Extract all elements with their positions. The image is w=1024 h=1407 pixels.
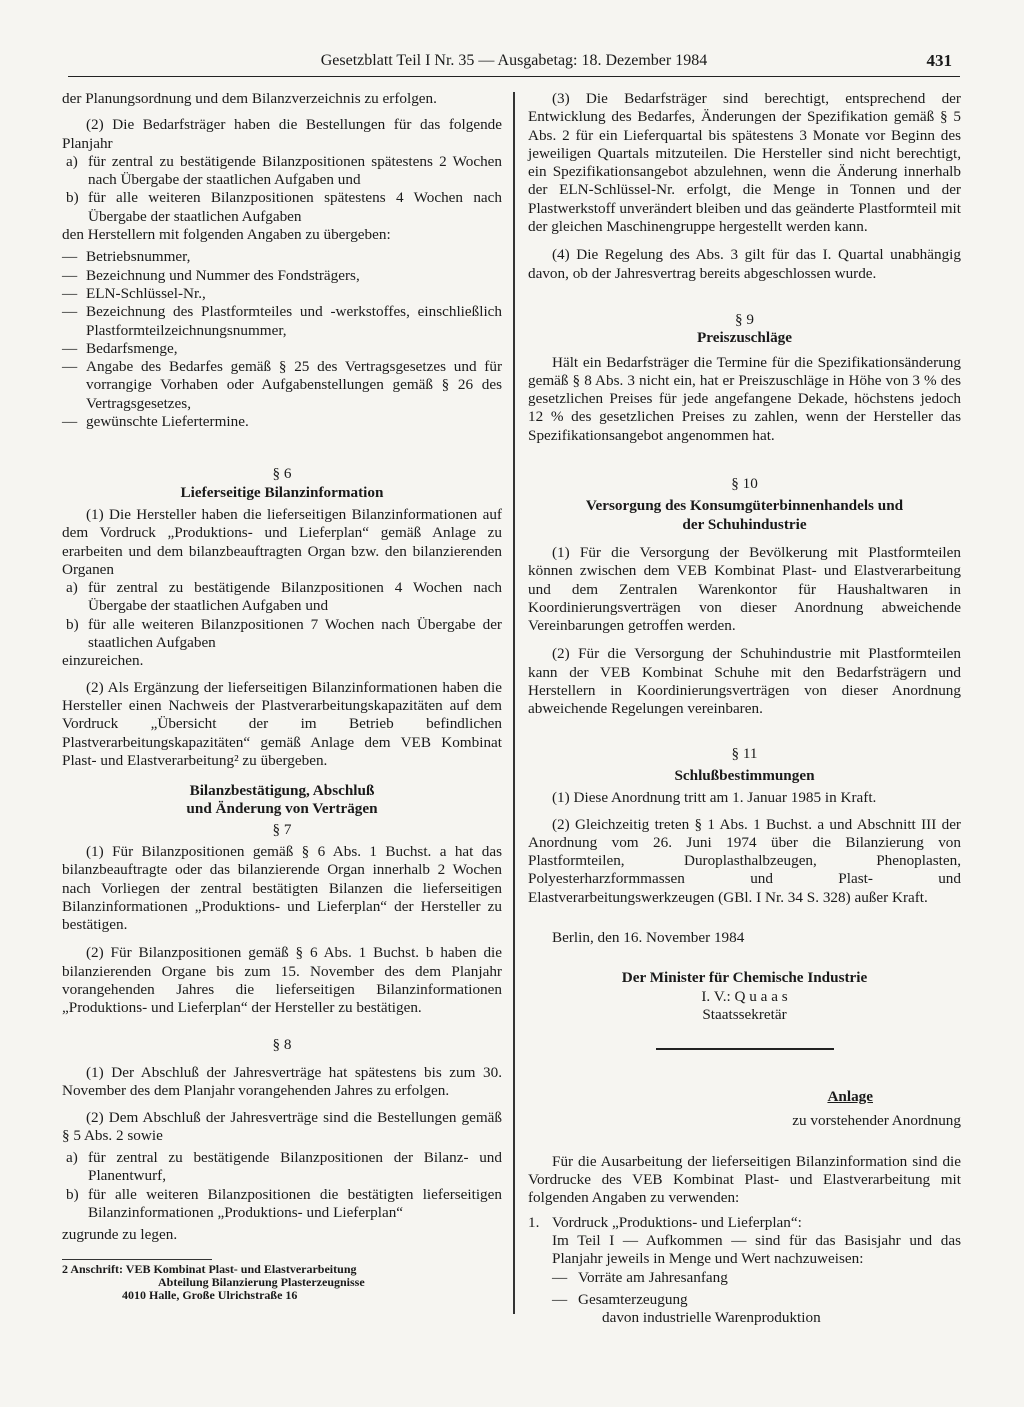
item-text: ELN-Schlüssel-Nr., xyxy=(86,284,206,302)
heading: Bilanzbestätigung, Abschluß xyxy=(189,782,375,800)
section-number: § 9 xyxy=(735,310,754,328)
section-title: der Schuhindustrie xyxy=(682,515,807,533)
dash-marker: — xyxy=(62,248,78,266)
dash-marker: — xyxy=(552,1290,568,1308)
item-text: für zentral zu bestätigende Bilanzpositionen der Bilanz- und Planentwurf, xyxy=(88,1149,502,1185)
paragraph: der Planungsordnung und dem Bilanzverzeichnis zu erfolgen. xyxy=(62,90,437,107)
item-text: Bezeichnung des Plastformteiles und -werkstoffes, einschließlich Plastformteilzeichnungsnummer, xyxy=(86,303,502,339)
dash-marker: — xyxy=(62,413,78,431)
list-item xyxy=(528,1214,961,1232)
page-header xyxy=(68,50,960,77)
list-item xyxy=(62,616,502,653)
section-title: Lieferseitige Bilanzinformation xyxy=(180,483,384,501)
paragraph: (2) Gleichzeitig treten § 1 Abs. 1 Buchst. a und Abschnitt III der Anordnung vom 26. Juni 1974 über die Bilanzierung von Plastformteilen, Duroplasthalbzeugen, Phenoplasten, Polyesterharzformmassen und Plast- und Elastverarbeitungswerkzeugen (GBl. I Nr. 34 S. 328) außer Kraft. xyxy=(528,815,961,906)
dash-marker: — xyxy=(62,284,78,302)
item-label: b) xyxy=(66,1185,79,1203)
item-label: b) xyxy=(66,189,79,207)
item-label: 1. xyxy=(528,1213,540,1231)
signature-title: Der Minister für Chemische Industrie xyxy=(621,969,868,987)
section-number: § 6 xyxy=(272,465,292,483)
paragraph: (2) Für die Versorgung der Schuhindustrie mit Plastformteilen kann der VEB Kombinat Schuhe mit den Bedarfsträgern und Herstellern in Koordinierungsverträgen von dieser Anordnung abweichende Regelungen vereinbaren. xyxy=(528,645,961,718)
item-text: für alle weiteren Bilanzpositionen die bestätigten lieferseitigen Bilanzinformationen „Produktions- und Lieferplan“ xyxy=(88,1185,502,1222)
list-item xyxy=(62,189,502,226)
paragraph: (1) Für die Versorgung der Bevölkerung mit Plastformteilen können zwischen dem VEB Kombinat Plast- und Elastverarbeitung und dem Zentralen Warenkontor für Haushaltwaren in Koordinierungsverträgen von dieser Anordnung abweichende Vereinbarungen getroffen werden. xyxy=(528,543,961,635)
list-item xyxy=(62,248,502,266)
item-text: davon industrielle Warenproduktion xyxy=(602,1309,821,1327)
annex-title: Anlage xyxy=(827,1088,873,1106)
item-label: b) xyxy=(66,615,79,633)
list-item xyxy=(62,1149,502,1186)
dash-marker: — xyxy=(62,266,78,284)
footnote-rule xyxy=(62,1259,212,1260)
item-label: a) xyxy=(66,579,78,597)
item-text: für zentral zu bestätigende Bilanzpositionen spätestens 2 Wochen nach Übergabe der staatlichen Aufgaben und xyxy=(88,152,502,189)
section-title: Preiszuschläge xyxy=(696,329,793,347)
item-text: gewünschte Liefertermine. xyxy=(86,413,249,431)
list-item xyxy=(528,1291,961,1309)
item-text: Vordruck „Produktions- und Lieferplan“: xyxy=(552,1213,802,1231)
paragraph: (2) Die Bedarfsträger haben die Bestellungen für das folgende Planjahr xyxy=(62,116,502,152)
paragraph: (4) Die Regelung des Abs. 3 gilt für das I. Quartal unabhängig davon, ob der Jahresvertrag bereits abgeschlossen wurde. xyxy=(528,246,961,282)
item-label: a) xyxy=(66,1149,78,1167)
item-text: Angabe des Bedarfes gemäß § 25 des Vertragsgesetzes und für vorrangige Vorhaben oder Aufgabenstellungen gemäß § 26 des Vertragsgesetzes, xyxy=(86,358,502,412)
right-column xyxy=(528,90,961,1327)
paragraph: einzureichen. xyxy=(62,652,144,670)
list-item xyxy=(62,285,502,303)
paragraph: (1) Diese Anordnung tritt am 1. Januar 1985 in Kraft. xyxy=(552,789,877,807)
item-label: a) xyxy=(66,152,78,170)
gazette-title: Gesetzblatt Teil I Nr. 35 — Ausgabetag: 18. Dezember 1984 xyxy=(320,52,708,69)
heading: und Änderung von Verträgen xyxy=(186,800,378,818)
section-number: § 8 xyxy=(272,1035,292,1053)
footnote-line: VEB Kombinat Plast- und Elastverarbeitung xyxy=(125,1261,357,1276)
section-divider xyxy=(656,1048,834,1050)
paragraph: den Herstellern mit folgenden Angaben zu übergeben: xyxy=(62,226,391,244)
list-item xyxy=(528,1269,961,1287)
item-text: für alle weiteren Bilanzpositionen spätestens 4 Wochen nach Übergabe der staatlichen Aufgaben xyxy=(88,189,502,225)
place-date: Berlin, den 16. November 1984 xyxy=(552,928,745,946)
annex-subtitle: zu vorstehender Anordnung xyxy=(792,1112,961,1130)
item-text: für zentral zu bestätigende Bilanzpositionen 4 Wochen nach Übergabe der staatlichen Aufgaben und xyxy=(88,579,502,615)
footnote-line: Abteilung Bilanzierung Plasterzeugnisse xyxy=(158,1275,365,1290)
paragraph: Im Teil I — Aufkommen — sind für das Basisjahr und das Planjahr jeweils in Menge und Wert nachzuweisen: xyxy=(552,1231,961,1268)
paragraph: Hält ein Bedarfsträger die Termine für die Spezifikationsänderung gemäß § 8 Abs. 3 nicht ein, hat er Preiszuschläge in Höhe von 3 % des gesetzlichen Preises für jede angefangene Dekade, höchstens jedoch 12 % des gesetzlichen Preises zu zahlen, wenn der Hersteller das Spezifikationsangebot angenommen hat. xyxy=(528,353,961,444)
signature-name: I. V.: Q u a a s xyxy=(701,987,788,1005)
section-title: Schlußbestimmungen xyxy=(674,766,815,784)
section-number: § 7 xyxy=(272,820,292,838)
paragraph: (1) Für Bilanzpositionen gemäß § 6 Abs. 1 Buchst. a hat das bilanzbeauftragte oder das bilanzierende Organ innerhalb 2 Wochen nach Vorliegen der zentral bestätigten Bilanzen die lieferseitigen Bilanzinformationen „Produktions- und Lieferplan“ der Hersteller zu bestätigen. xyxy=(62,842,502,934)
signature-role: Staatssekretär xyxy=(702,1005,787,1023)
list-item xyxy=(62,340,502,358)
list-item xyxy=(62,1186,502,1223)
paragraph: Für die Ausarbeitung der lieferseitigen Bilanzinformation sind die Vordrucke des VEB Kombinat Plast- und Elastverarbeitung mit folgenden Angaben zu verwenden: xyxy=(528,1152,961,1207)
paragraph: (2) Als Ergänzung der lieferseitigen Bilanzinformationen haben die Hersteller einen Nachweis der Plastverarbeitungskapazitäten auf dem Vordruck „Übersicht der im Betrieb befindlichen Plastverarbeitungskapazitäten“ gemäß Anlage dem VEB Kombinat Plast- und Elastverarbeitung² zu übergeben. xyxy=(62,678,502,769)
list-item xyxy=(62,153,502,190)
paragraph: zugrunde zu legen. xyxy=(62,1226,178,1244)
left-column xyxy=(62,90,502,1303)
item-text: Vorräte am Jahresanfang xyxy=(578,1268,728,1286)
item-text: für alle weiteren Bilanzpositionen 7 Wochen nach Übergabe der staatlichen Aufgaben xyxy=(88,615,502,652)
item-text: Betriebsnummer, xyxy=(86,248,191,266)
page-number: 431 xyxy=(926,51,952,70)
paragraph: (2) Dem Abschluß der Jahresverträge sind die Bestellungen gemäß § 5 Abs. 2 sowie xyxy=(62,1108,502,1144)
list-item xyxy=(62,579,502,616)
dash-marker: — xyxy=(552,1268,568,1286)
list-item xyxy=(62,413,502,431)
footnote-line: 4010 Halle, Große Ulrichstraße 16 xyxy=(122,1288,298,1303)
item-text: Gesamterzeugung xyxy=(578,1290,688,1308)
paragraph: (3) Die Bedarfsträger sind berechtigt, entsprechend der Entwicklung des Bedarfes, Änderungen der Spezifikation gemäß § 5 Abs. 2 für ein Lieferquartal bis spätestens 3 Monate vor Beginn des jeweiligen Quartals mitzuteilen. Die Hersteller sind nicht berechtigt, ein Spezifikationsangebot abzulehnen, wenn die Änderung innerhalb der ELN-Schlüssel-Nr. erfolgt, die Menge in Tonnen und der Plastwerkstoff unverändert bleiben und das geänderte Plastformteil mit der gleichen Maschinengruppe hergestellt werden kann. xyxy=(528,90,961,236)
paragraph: (2) Für Bilanzpositionen gemäß § 6 Abs. 1 Buchst. b haben die bilanzierenden Organe bis zum 15. November des dem Planjahr vorangehenden Jahres die lieferseitigen Bilanzinformationen „Produktions- und Lieferplan“ der Hersteller zu bestätigen. xyxy=(62,944,502,1017)
item-text: Bezeichnung und Nummer des Fondsträgers, xyxy=(86,266,360,284)
list-item xyxy=(62,267,502,285)
section-title: Versorgung des Konsumgüterbinnenhandels und xyxy=(585,497,904,515)
list-item xyxy=(62,303,502,340)
paragraph: (1) Die Hersteller haben die lieferseitigen Bilanzinformationen auf dem Vordruck „Produktions- und Lieferplan“ gemäß Anlage zu erarbeiten und dem bilanzbeauftragten Organ bzw. den bilanzierenden Organen xyxy=(62,505,502,578)
section-number: § 11 xyxy=(731,744,758,762)
footnote-label: 2 Anschrift: xyxy=(62,1261,123,1276)
dash-marker: — xyxy=(62,339,78,357)
list-item xyxy=(62,358,502,413)
paragraph: (1) Der Abschluß der Jahresverträge hat spätestens bis zum 30. November des dem Planjahr vorangehenden Jahres zu erfolgen. xyxy=(62,1063,502,1100)
dash-marker: — xyxy=(62,358,78,376)
column-divider xyxy=(513,92,515,1314)
footnote xyxy=(62,1263,502,1303)
section-number: § 10 xyxy=(731,475,758,493)
dash-marker: — xyxy=(62,303,78,321)
item-text: Bedarfsmenge, xyxy=(86,339,178,357)
dash-list xyxy=(62,248,502,431)
